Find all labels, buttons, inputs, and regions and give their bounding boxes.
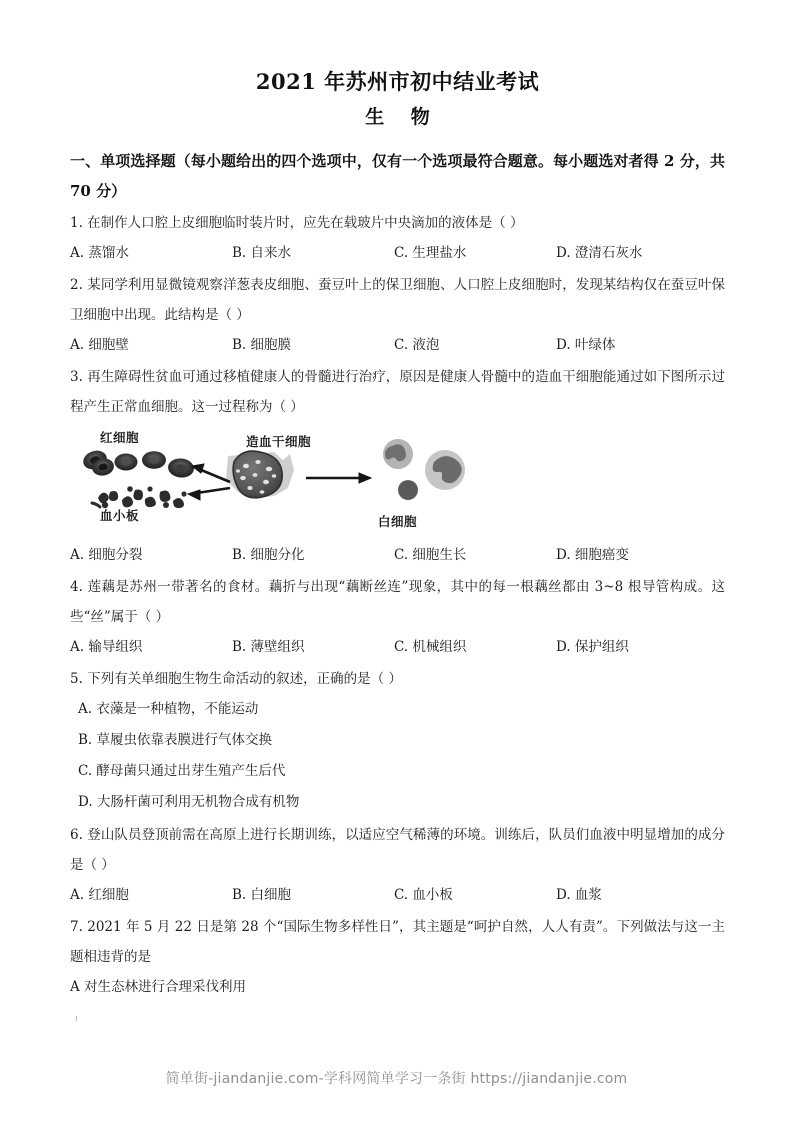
white-blood-cell-group xyxy=(383,439,465,500)
question-stem: 3. 再生障碍性贫血可通过移植健康人的骨髓进行治疗，原因是健康人骨髓中的造血干细胞能通过如下图所示过程产生正常血细胞。这一过程称为（ ） xyxy=(70,369,725,415)
option-a[interactable]: A. 细胞壁 xyxy=(70,337,129,353)
page-title: 2021 年苏州市初中结业考试 xyxy=(255,69,540,94)
question-block-6 xyxy=(70,820,725,910)
option-b[interactable]: B. 自来水 xyxy=(232,245,292,261)
hematopoietic-stem-cell xyxy=(226,451,294,498)
question-block-1 xyxy=(70,208,725,268)
option-c[interactable]: C. 血小板 xyxy=(394,887,453,903)
option-b[interactable]: B. 白细胞 xyxy=(232,887,292,903)
option-d[interactable]: D. 澄清石灰水 xyxy=(556,245,643,261)
option-a[interactable]: A. 衣藻是一种植物，不能运动 xyxy=(78,701,259,717)
platelet-group xyxy=(92,486,187,508)
option-d[interactable]: D. 血浆 xyxy=(556,887,602,903)
option-row xyxy=(70,880,725,910)
question-stem: 6. 登山队员登顶前需在高原上进行长期训练，以适应空气稀薄的环境。训练后，队员们血液中明显增加的成分是（ ） xyxy=(70,827,725,873)
option-b[interactable]: B. 细胞膜 xyxy=(232,337,292,353)
figure-label-white-blood-cell: 白细胞 xyxy=(378,514,418,529)
figure-label-red-blood-cell: 红细胞 xyxy=(100,430,140,445)
red-blood-cell-group xyxy=(81,448,195,479)
option-stack xyxy=(70,694,725,818)
option-a[interactable]: A. 输导组织 xyxy=(70,639,143,655)
option-c[interactable]: C. 生理盐水 xyxy=(394,245,467,261)
blood-cell-differentiation-diagram xyxy=(78,426,498,536)
question-block-3 xyxy=(70,362,725,570)
option-c[interactable]: C. 机械组织 xyxy=(394,639,467,655)
figure-label-stem-cell: 造血干细胞 xyxy=(246,434,312,449)
option-b[interactable]: B. 草履虫依靠表膜进行气体交换 xyxy=(78,732,273,748)
option-b[interactable]: B. 薄壁组织 xyxy=(232,639,305,655)
option-c[interactable]: C. 液泡 xyxy=(394,337,440,353)
question-stem: 2. 某同学利用显微镜观察洋葱表皮细胞、蚕豆叶上的保卫细胞、人口腔上皮细胞时，发现某结构仅在蚕豆叶保卫细胞中出现。此结构是（ ） xyxy=(70,277,725,323)
option-d[interactable]: D. 大肠杆菌可利用无机物合成有机物 xyxy=(78,794,300,810)
question-stem: 1. 在制作人口腔上皮细胞临时装片时，应先在载玻片中央滴加的液体是（ ） xyxy=(70,215,524,231)
option-row xyxy=(70,632,725,662)
footer-watermark: 简单街-jiandanjie.com-学科网简单学习一条街 https://jiandanjie.com xyxy=(165,1071,628,1087)
option-c[interactable]: C. 酵母菌只通过出芽生殖产生后代 xyxy=(78,763,286,779)
option-c[interactable]: C. 细胞生长 xyxy=(394,547,467,563)
question-block-2 xyxy=(70,270,725,360)
question-stem: 7. 2021 年 5 月 22 日是第 28 个“国际生物多样性日”，其主题是“呵护自然，人人有责”。下列做法与这一主题相违背的是 xyxy=(70,919,725,965)
option-a[interactable]: A. 细胞分裂 xyxy=(70,547,143,563)
question-stem: 4. 莲藕是苏州一带著名的食材。藕折与出现“藕断丝连”现象，其中的每一根藕丝都由 3~8 根导管构成。这些“丝”属于（ ） xyxy=(70,579,725,625)
option-a[interactable]: A 对生态林进行合理采伐利用 xyxy=(70,979,247,995)
question-block-7 xyxy=(70,912,725,1003)
option-row xyxy=(70,330,725,360)
option-row xyxy=(70,238,725,268)
question-stem: 5. 下列有关单细胞生物生命活动的叙述，正确的是（ ） xyxy=(70,671,402,687)
figure-label-platelet: 血小板 xyxy=(100,508,140,523)
figure-container xyxy=(70,426,725,538)
option-d[interactable]: D. 细胞癌变 xyxy=(556,547,629,563)
section-heading: 一、单项选择题（每小题给出的四个选项中，仅有一个选项最符合题意。每小题选对者得 2 分，共 70 分） xyxy=(70,152,725,200)
option-d[interactable]: D. 叶绿体 xyxy=(556,337,616,353)
option-d[interactable]: D. 保护组织 xyxy=(556,639,629,655)
subject-title: 生 物 xyxy=(365,106,440,128)
option-a[interactable]: A. 蒸馏水 xyxy=(70,245,129,261)
question-block-4 xyxy=(70,572,725,662)
document-body xyxy=(70,60,725,1003)
question-block-5 xyxy=(70,664,725,818)
option-row xyxy=(70,540,725,570)
option-b[interactable]: B. 细胞分化 xyxy=(232,547,305,563)
scan-artifact xyxy=(76,1016,77,1021)
option-a[interactable]: A. 红细胞 xyxy=(70,887,129,903)
